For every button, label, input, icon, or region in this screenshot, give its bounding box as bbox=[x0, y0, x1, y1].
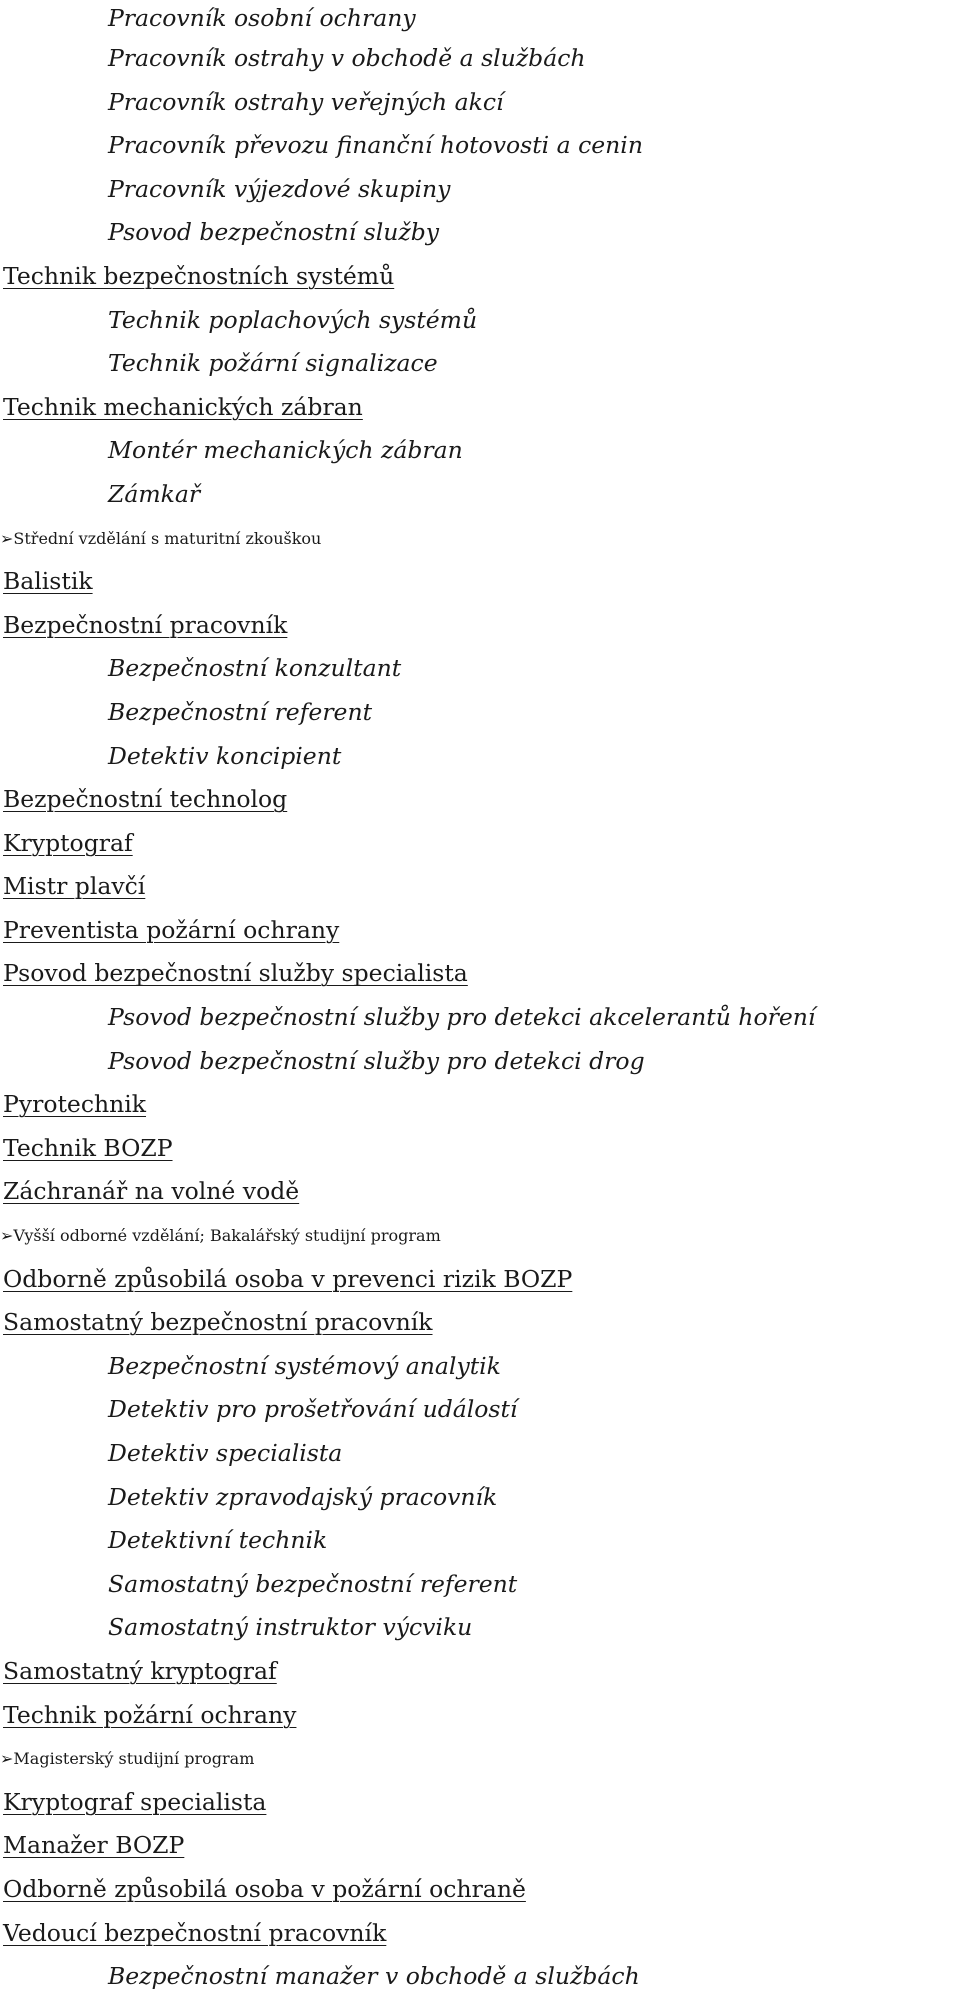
arrow-bullet-icon: ➢ bbox=[0, 1749, 14, 1769]
sub-occupation-item bbox=[0, 81, 960, 125]
sub-occupation-detektiv-koncipient: Detektiv koncipient bbox=[108, 741, 342, 770]
sub-occupation-item bbox=[0, 1519, 960, 1563]
sub-occupation-zamkar: Zámkař bbox=[108, 479, 201, 508]
arrow-bullet-icon: ➢ bbox=[0, 1226, 14, 1246]
section-heading-text: Střední vzdělání s maturitní zkouškou bbox=[13, 528, 322, 548]
section-heading-text: Magisterský studijní program bbox=[13, 1749, 255, 1769]
section-heading-text: Vyšší odborné vzdělání; Bakalářský studijní program bbox=[13, 1226, 441, 1246]
occupation-item bbox=[0, 778, 960, 822]
occupation-link-samostatny-bezpecnostni-pracovnik: Samostatný bezpečnostní pracovník bbox=[3, 1308, 433, 1337]
occupation-link-kryptograf: Kryptograf bbox=[3, 828, 133, 857]
sub-occupation-bezpecnostni-referent: Bezpečnostní referent bbox=[108, 697, 373, 726]
sub-occupation-item bbox=[0, 996, 960, 1040]
sub-occupation-item bbox=[0, 1955, 960, 1999]
sub-occupation-detektivni-technik: Detektivní technik bbox=[108, 1526, 328, 1555]
sub-occupation-item bbox=[0, 429, 960, 473]
occupation-item bbox=[0, 865, 960, 909]
occupation-item bbox=[0, 1301, 960, 1345]
occupation-link-technik-bezpecnostnich-systemu: Technik bezpečnostních systémů bbox=[3, 261, 395, 290]
sub-occupation-item bbox=[0, 473, 960, 517]
sub-occupation-item bbox=[0, 37, 960, 81]
occupation-item bbox=[0, 1650, 960, 1694]
sub-occupation-item bbox=[0, 1040, 960, 1084]
sub-occupation-technik-pozarni-signalizace: Technik požární signalizace bbox=[108, 349, 438, 378]
occupation-link-odborne-zpusobila-osoba-v-pozarni-ochrane: Odborně způsobilá osoba v požární ochraně bbox=[3, 1874, 526, 1903]
arrow-bullet-icon: ➢ bbox=[0, 528, 14, 548]
sub-occupation-item bbox=[0, 124, 960, 168]
occupation-item bbox=[0, 909, 960, 953]
occupation-link-odborne-zpusobila-osoba-v-prevenci-rizik-bozp: Odborně způsobilá osoba v prevenci rizik BOZP bbox=[3, 1264, 573, 1293]
section-heading bbox=[0, 1737, 960, 1781]
occupation-link-mistr-plavci: Mistr plavčí bbox=[3, 872, 146, 901]
sub-occupation-pracovnik-prevozu-financni-hotovosti-a-cenin: Pracovník převozu finanční hotovosti a cenin bbox=[108, 131, 643, 160]
occupation-item bbox=[0, 560, 960, 604]
sub-occupation-detektiv-zpravodajsky-pracovnik: Detektiv zpravodajský pracovník bbox=[108, 1482, 498, 1511]
sub-occupation-pracovnik-vyjezdove-skupiny: Pracovník výjezdové skupiny bbox=[108, 174, 451, 203]
sub-occupation-item bbox=[0, 1345, 960, 1389]
sub-occupation-pracovnik-ostrahy-verejnych-akci: Pracovník ostrahy veřejných akcí bbox=[108, 87, 504, 116]
sub-occupation-psovod-bezpecnostni-sluzby: Psovod bezpečnostní služby bbox=[108, 218, 440, 247]
sub-occupation-bezpecnostni-systemovy-analytik: Bezpečnostní systémový analytik bbox=[108, 1351, 501, 1380]
occupation-item bbox=[0, 1258, 960, 1302]
sub-occupation-monter-mechanickych-zabran: Montér mechanických zábran bbox=[108, 436, 463, 465]
sub-occupation-samostatny-instruktor-vycviku: Samostatný instruktor výcviku bbox=[108, 1613, 473, 1642]
occupation-item bbox=[0, 604, 960, 648]
sub-occupation-detektiv-pro-prosetrovani-udalosti: Detektiv pro prošetřování událostí bbox=[108, 1395, 518, 1424]
sub-occupation-item bbox=[0, 342, 960, 386]
occupation-item bbox=[0, 822, 960, 866]
occupation-link-preventista-pozarni-ochrany: Preventista požární ochrany bbox=[3, 915, 340, 944]
occupation-link-kryptograf-specialista: Kryptograf specialista bbox=[3, 1787, 267, 1816]
sub-occupation-item bbox=[0, 211, 960, 255]
sub-occupation-item bbox=[0, 691, 960, 735]
sub-occupation-detektiv-specialista: Detektiv specialista bbox=[108, 1439, 343, 1467]
occupation-link-bezpecnostni-technolog: Bezpečnostní technolog bbox=[3, 785, 288, 814]
sub-occupation-item bbox=[0, 0, 960, 37]
sub-occupation-psovod-bezpecnostni-sluzby-pro-detekci-akcelerantu-horeni: Psovod bezpečnostní služby pro detekci akcelerantů hoření bbox=[108, 1003, 816, 1032]
sub-occupation-pracovnik-ostrahy-v-obchode-a-sluzbach: Pracovník ostrahy v obchodě a službách bbox=[108, 44, 586, 72]
sub-occupation-psovod-bezpecnostni-sluzby-pro-detekci-drog: Psovod bezpečnostní služby pro detekci drog bbox=[108, 1046, 645, 1075]
section-heading bbox=[0, 517, 960, 561]
sub-occupation-item bbox=[0, 1563, 960, 1607]
sub-occupation-item bbox=[0, 647, 960, 691]
occupation-link-technik-mechanickych-zabran: Technik mechanických zábran bbox=[3, 392, 363, 421]
occupation-item bbox=[0, 1912, 960, 1956]
occupation-link-technik-pozarni-ochrany: Technik požární ochrany bbox=[3, 1700, 297, 1729]
occupation-item bbox=[0, 952, 960, 996]
occupation-item bbox=[0, 386, 960, 430]
sub-occupation-item bbox=[0, 735, 960, 779]
section-heading bbox=[0, 1214, 960, 1258]
sub-occupation-item bbox=[0, 1432, 960, 1476]
occupation-item bbox=[0, 1083, 960, 1127]
occupation-item bbox=[0, 1694, 960, 1738]
occupation-link-vedouci-bezpecnostni-pracovnik: Vedoucí bezpečnostní pracovník bbox=[3, 1918, 387, 1947]
occupation-link-bezpecnostni-pracovnik: Bezpečnostní pracovník bbox=[3, 610, 288, 639]
sub-occupation-technik-poplachovych-systemu: Technik poplachových systémů bbox=[108, 305, 478, 334]
occupation-item bbox=[0, 1170, 960, 1214]
occupation-link-zachranar-na-volne-vode: Záchranář na volné vodě bbox=[3, 1177, 300, 1206]
occupation-item bbox=[0, 1868, 960, 1912]
occupation-link-manazer-bozp: Manažer BOZP bbox=[3, 1831, 185, 1860]
occupation-link-samostatny-kryptograf: Samostatný kryptograf bbox=[3, 1656, 277, 1685]
sub-occupation-item bbox=[0, 1606, 960, 1650]
sub-occupation-item bbox=[0, 299, 960, 343]
sub-occupation-pracovnik-osobni-ochrany: Pracovník osobní ochrany bbox=[108, 4, 416, 32]
sub-occupation-item bbox=[0, 168, 960, 212]
occupation-link-pyrotechnik: Pyrotechnik bbox=[3, 1090, 147, 1119]
occupation-link-psovod-bezpecnostni-sluzby-specialista: Psovod bezpečnostní služby specialista bbox=[3, 959, 468, 988]
sub-occupation-item bbox=[0, 1388, 960, 1432]
occupation-item bbox=[0, 1781, 960, 1825]
sub-occupation-item bbox=[0, 1476, 960, 1520]
occupation-link-balistik: Balistik bbox=[3, 567, 93, 596]
occupation-item bbox=[0, 255, 960, 299]
sub-occupation-samostatny-bezpecnostni-referent: Samostatný bezpečnostní referent bbox=[108, 1569, 518, 1598]
occupation-item bbox=[0, 1824, 960, 1868]
sub-occupation-bezpecnostni-konzultant: Bezpečnostní konzultant bbox=[108, 654, 402, 683]
sub-occupation-bezpecnostni-manazer-v-obchode-a-sluzbach: Bezpečnostní manažer v obchodě a službách bbox=[108, 1962, 640, 1991]
occupation-item bbox=[0, 1127, 960, 1171]
occupation-link-technik-bozp: Technik BOZP bbox=[3, 1133, 173, 1162]
